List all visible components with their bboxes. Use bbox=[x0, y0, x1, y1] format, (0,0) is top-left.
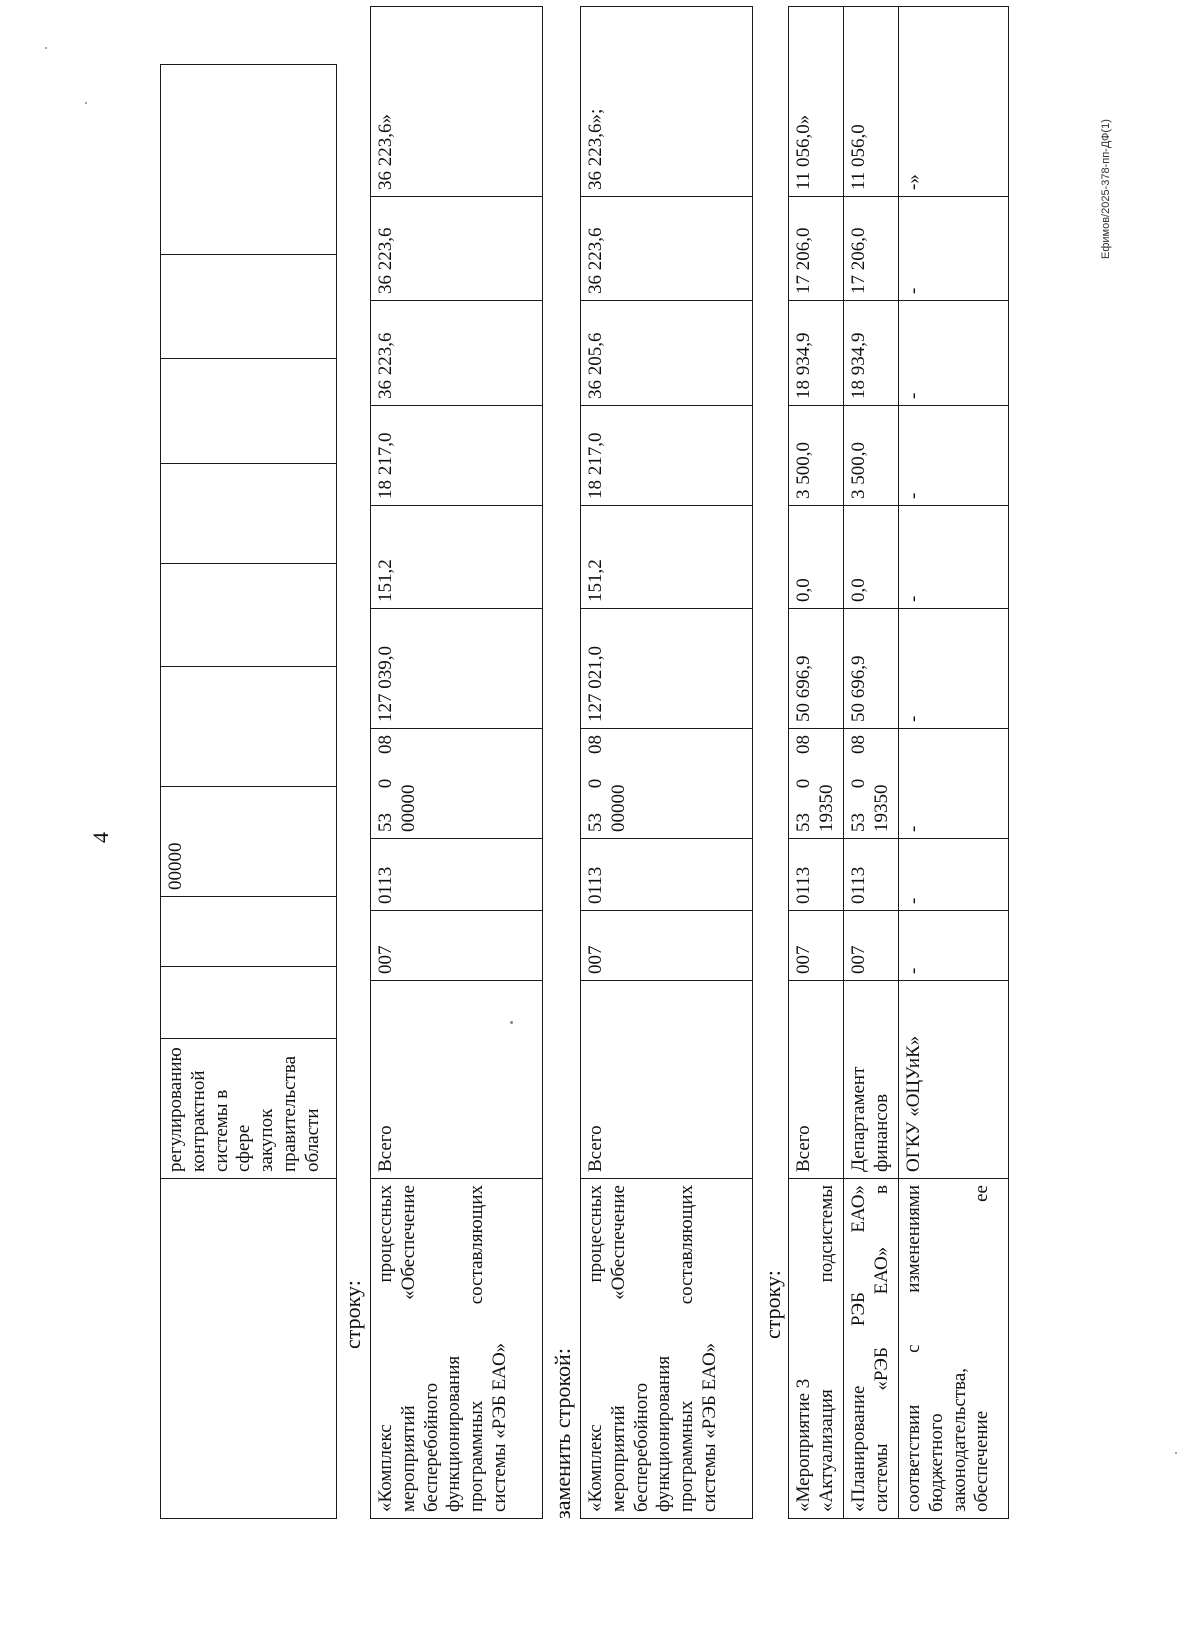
text-line: функционирования bbox=[653, 1355, 675, 1512]
year-value-cell: 36 205,6 bbox=[581, 301, 753, 406]
executor-cell bbox=[161, 1039, 337, 1179]
text-line: правительства bbox=[278, 1055, 300, 1172]
scan-speck bbox=[1175, 1452, 1177, 1454]
table-row bbox=[789, 7, 844, 1519]
measure-name-cell bbox=[844, 1179, 899, 1519]
scan-speck bbox=[45, 47, 47, 49]
year-value-cell: 36 223,6»; bbox=[581, 7, 753, 197]
measure-name-cell bbox=[899, 1179, 1009, 1519]
grbs-cell: 007 bbox=[371, 911, 543, 981]
rzpr-cell: 0113 bbox=[371, 839, 543, 911]
empty-cell bbox=[161, 967, 337, 1039]
year-value-cell: 11 056,0 bbox=[844, 7, 899, 197]
total-cell: - bbox=[899, 609, 1009, 729]
text-line: Департамент bbox=[848, 1066, 869, 1172]
table-previous-row-tail bbox=[160, 64, 337, 1519]
text-line: закупок bbox=[256, 1108, 278, 1172]
csr-cell: - bbox=[899, 729, 1009, 839]
label-stroku-2: строку: bbox=[760, 1270, 785, 1339]
table-row bbox=[899, 7, 1009, 1519]
csr-cell bbox=[371, 729, 543, 839]
table-old-row bbox=[370, 6, 543, 1519]
year-value-cell: 0,0 bbox=[789, 506, 844, 609]
kind-cell: ОГКУ «ОЦУиК» bbox=[899, 981, 1009, 1179]
year-value-cell: 18 217,0 bbox=[371, 406, 543, 506]
text-line: бюджетного bbox=[925, 1413, 947, 1512]
year-value-cell: 3 500,0 bbox=[844, 406, 899, 506]
total-cell: 127 039,0 bbox=[371, 609, 543, 729]
text-line: программных составляющих bbox=[466, 1185, 488, 1512]
text-line: 19350 bbox=[870, 784, 892, 832]
year-value-cell: 18 934,9 bbox=[789, 301, 844, 406]
text-line: системы в сфере bbox=[210, 1089, 255, 1172]
grbs-cell: 007 bbox=[581, 911, 753, 981]
program-name-cell bbox=[371, 1179, 543, 1519]
measure-name-cell bbox=[789, 1179, 844, 1519]
year-value-cell: 18 217,0 bbox=[581, 406, 753, 506]
text-line: бесперебойного bbox=[630, 1382, 652, 1512]
label-stroku: строку: bbox=[340, 1280, 365, 1349]
year-value-cell: 151,2 bbox=[581, 506, 753, 609]
text-line: системы «РЭБ ЕАО» bbox=[488, 1342, 510, 1512]
text-line: области bbox=[301, 1108, 323, 1172]
text-line: контрактной bbox=[187, 1070, 209, 1172]
year-value-cell: 17 206,0 bbox=[844, 197, 899, 301]
year-value-cell: 11 056,0» bbox=[789, 7, 844, 197]
year-value-cell: 18 934,9 bbox=[844, 301, 899, 406]
program-name-cell bbox=[581, 1179, 753, 1519]
rzpr-cell: - bbox=[899, 839, 1009, 911]
year-value-cell: - bbox=[899, 197, 1009, 301]
scan-speck bbox=[85, 102, 87, 104]
text-line: системы «РЭБ ЕАО» в bbox=[870, 1185, 892, 1512]
text-line: мероприятий «Обеспечение bbox=[607, 1185, 629, 1512]
text-line: 53 0 08 bbox=[585, 735, 606, 832]
rzpr-cell: 0113 bbox=[844, 839, 899, 911]
kind-cell bbox=[844, 981, 899, 1179]
empty-cell bbox=[161, 464, 337, 564]
csr-cell: 00000 bbox=[161, 787, 337, 897]
text-line: «Актуализация подсистемы bbox=[815, 1185, 837, 1512]
total-cell: 50 696,9 bbox=[789, 609, 844, 729]
empty-cell bbox=[161, 359, 337, 464]
text-line: «Планирование РЭБ ЕАО» bbox=[848, 1185, 869, 1512]
scan-speck bbox=[510, 1021, 513, 1024]
year-value-cell: 0,0 bbox=[844, 506, 899, 609]
year-value-cell: - bbox=[899, 301, 1009, 406]
kind-cell: Всего bbox=[581, 981, 753, 1179]
year-value-cell: - bbox=[899, 506, 1009, 609]
text-line: программных составляющих bbox=[676, 1185, 698, 1512]
text-line: «Мероприятие 3 bbox=[793, 1378, 814, 1512]
grbs-cell: 007 bbox=[789, 911, 844, 981]
grbs-cell: 007 bbox=[844, 911, 899, 981]
text-line: системы «РЭБ ЕАО» bbox=[698, 1342, 720, 1512]
kind-cell: Всего bbox=[789, 981, 844, 1179]
text-line: регулированию bbox=[165, 1047, 186, 1172]
rzpr-cell: 0113 bbox=[581, 839, 753, 911]
label-zamenit: заменить строкой: bbox=[550, 1348, 575, 1519]
text-line: бесперебойного bbox=[420, 1382, 442, 1512]
year-value-cell: 151,2 bbox=[371, 506, 543, 609]
text-line: законодательства, bbox=[948, 1368, 970, 1512]
empty-cell bbox=[161, 667, 337, 787]
empty-cell bbox=[161, 1179, 337, 1519]
total-cell: 127 021,0 bbox=[581, 609, 753, 729]
text-line: 53 0 08 bbox=[848, 735, 869, 832]
text-line: обеспечение ее bbox=[971, 1185, 993, 1512]
year-value-cell: - bbox=[899, 406, 1009, 506]
year-value-cell: 36 223,6 bbox=[371, 301, 543, 406]
text-line: 19350 bbox=[815, 784, 837, 832]
empty-cell bbox=[161, 564, 337, 667]
year-value-cell: 36 223,6 bbox=[371, 197, 543, 301]
year-value-cell: 36 223,6 bbox=[581, 197, 753, 301]
grbs-cell: - bbox=[899, 911, 1009, 981]
empty-cell bbox=[161, 255, 337, 359]
table-row bbox=[844, 7, 899, 1519]
text-line: 00000 bbox=[397, 784, 419, 832]
empty-cell bbox=[161, 897, 337, 967]
text-line: функционирования bbox=[443, 1355, 465, 1512]
year-value-cell: 3 500,0 bbox=[789, 406, 844, 506]
year-value-cell: 36 223,6» bbox=[371, 7, 543, 197]
text-line: «Комплекс процессных bbox=[375, 1185, 396, 1512]
text-line: 00000 bbox=[607, 784, 629, 832]
page-number: 4 bbox=[88, 832, 113, 843]
year-value-cell: 17 206,0 bbox=[789, 197, 844, 301]
footer-document-code: Ефимов/2025-378-пп-ДФ(1) bbox=[1100, 119, 1112, 259]
rzpr-cell: 0113 bbox=[789, 839, 844, 911]
text-line: «Комплекс процессных bbox=[585, 1185, 606, 1512]
text-line: соответствии с изменениями bbox=[903, 1185, 924, 1512]
year-value-cell: -» bbox=[899, 7, 1009, 197]
csr-cell bbox=[789, 729, 844, 839]
table-measure-3 bbox=[788, 6, 1009, 1519]
csr-cell bbox=[581, 729, 753, 839]
empty-cell bbox=[161, 65, 337, 255]
text-line: 53 0 08 bbox=[793, 735, 814, 832]
table-new-row bbox=[580, 6, 753, 1519]
text-line: 53 0 08 bbox=[375, 735, 396, 832]
text-line: финансов bbox=[870, 1093, 892, 1172]
kind-cell: Всего bbox=[371, 981, 543, 1179]
text-line: мероприятий «Обеспечение bbox=[397, 1185, 419, 1512]
total-cell: 50 696,9 bbox=[844, 609, 899, 729]
csr-cell bbox=[844, 729, 899, 839]
